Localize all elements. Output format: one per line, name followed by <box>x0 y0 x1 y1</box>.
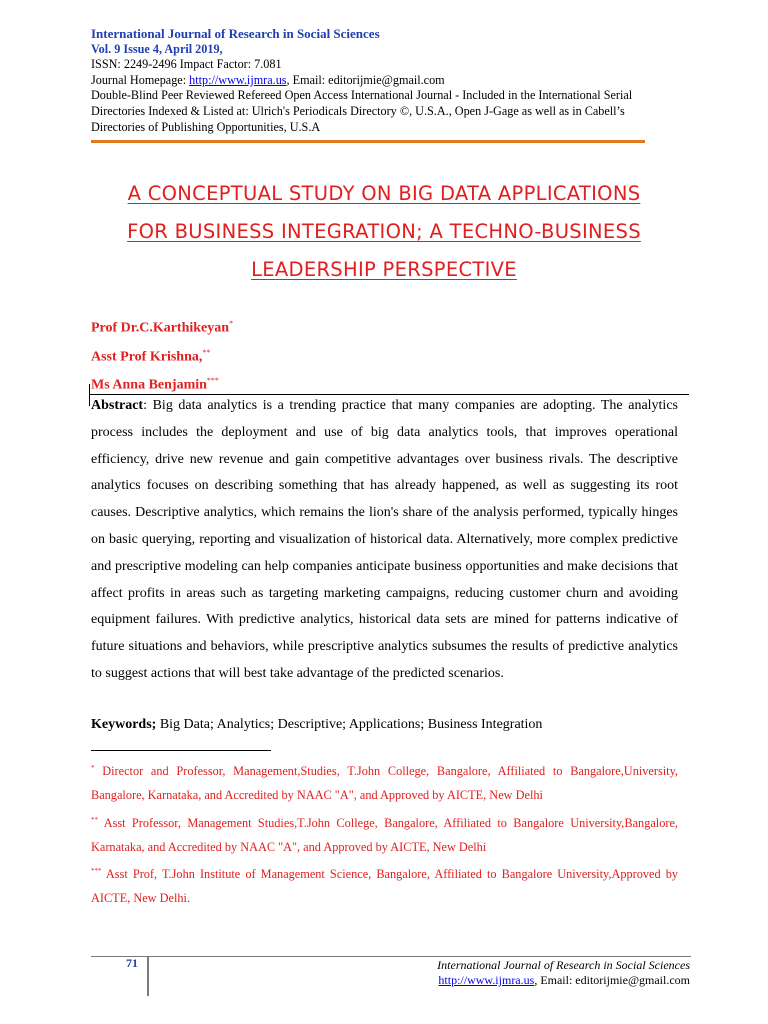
abstract-label: Abstract <box>91 398 144 413</box>
homepage-link[interactable]: http://www.ijmra.us <box>189 72 287 87</box>
volume-info: Vol. 9 Issue 4, April 2019, <box>91 41 223 56</box>
page-number: 71 <box>126 956 138 970</box>
keywords-text: Big Data; Analytics; Descriptive; Applications; Business Integration <box>156 717 543 732</box>
footer-url-link[interactable]: http://www.ijmra.us <box>438 973 535 987</box>
footnote-divider <box>91 750 271 751</box>
homepage-line <box>91 73 691 89</box>
issn-info: ISSN: 2249-2496 Impact Factor: 7.081 <box>91 57 282 72</box>
abstract-left-rule <box>89 384 90 406</box>
footer-contact <box>437 973 690 988</box>
journal-title: International Journal of Research in Social Sciences <box>91 26 380 41</box>
author-list <box>91 312 233 398</box>
header-divider <box>91 140 645 143</box>
journal-description-3: Directories of Publishing Opportunities, U.S.A <box>91 119 321 134</box>
journal-header <box>91 26 691 135</box>
abstract <box>91 393 678 688</box>
abstract-text: : Big data analytics is a trending practice that many companies are adopting. The analytics process includes the deployment and use of big data analytics tools, that improves operational efficiency, drive new revenue and gain competitive advantages over business rivals. The descriptive analytics focuses on describing something that has already happened, as well as suggesting its root causes. Descriptive analytics, which remains the lion's share of the analysis performed, typically hinges on basic querying, reporting and visualization of historical data. Alternatively, more complex predictive and prescriptive modeling can help companies anticipate business opportunities and make decisions that affect profits in areas such as targeting marketing campaigns, reducing customer churn and avoiding equipment failures. With predictive analytics, historical data sets are mined for patterns indicative of future situations and behaviors, while prescriptive analytics subsumes the results of predictive analytics to suggest actions that will best take advantage of the predicted scenarios. <box>91 398 678 681</box>
title-line-1: A CONCEPTUAL STUDY ON BIG DATA APPLICATIONS <box>127 182 641 205</box>
footnotes <box>91 756 678 911</box>
footnote-2: ** Asst Professor, Management Studies,T.John College, Bangalore, Affiliated to Bangalore University,Bangalore, Karnataka, and Accredited by NAAC "A", and Approved by AICTE, New Delhi <box>91 815 678 854</box>
author-3: Ms Anna Benjamin*** <box>91 376 219 393</box>
journal-description-1: Double-Blind Peer Reviewed Refereed Open Access International Journal - Included in the International Serial <box>91 88 633 103</box>
footer-divider <box>91 956 691 957</box>
page-footer <box>437 958 690 988</box>
footer-email: , Email: editorijmie@gmail.com <box>534 973 690 987</box>
author-1: Prof Dr.C.Karthikeyan* <box>91 319 234 336</box>
keywords <box>91 713 542 737</box>
title-line-3: LEADERSHIP PERSPECTIVE <box>251 258 517 281</box>
keywords-label: Keywords; <box>91 717 157 732</box>
paper-title <box>80 175 688 289</box>
journal-description-2: Directories Indexed & Listed at: Ulrich's Periodicals Directory ©, U.S.A., Open J-Gage as well as in Cabell’s <box>91 103 625 118</box>
homepage-label: Journal Homepage: <box>91 72 190 87</box>
footer-vertical-rule <box>147 956 149 996</box>
author-2: Asst Prof Krishna,** <box>91 347 211 365</box>
footnote-1: * Director and Professor, Management,Studies, T.John College, Bangalore, Affiliated to Bangalore,University, Bangalore, Karnataka, and Accredited by NAAC "A", and Approved by AICTE, New Delhi <box>91 764 678 803</box>
title-line-2: FOR BUSINESS INTEGRATION; A TECHNO-BUSINESS <box>127 220 641 243</box>
footnote-3: *** Asst Prof, T.John Institute of Management Science, Bangalore, Affiliated to Bangalore University,Approved by AICTE, New Delhi. <box>91 867 678 906</box>
footer-journal-title: International Journal of Research in Social Sciences <box>437 958 690 972</box>
header-email: , Email: editorijmie@gmail.com <box>286 72 445 87</box>
